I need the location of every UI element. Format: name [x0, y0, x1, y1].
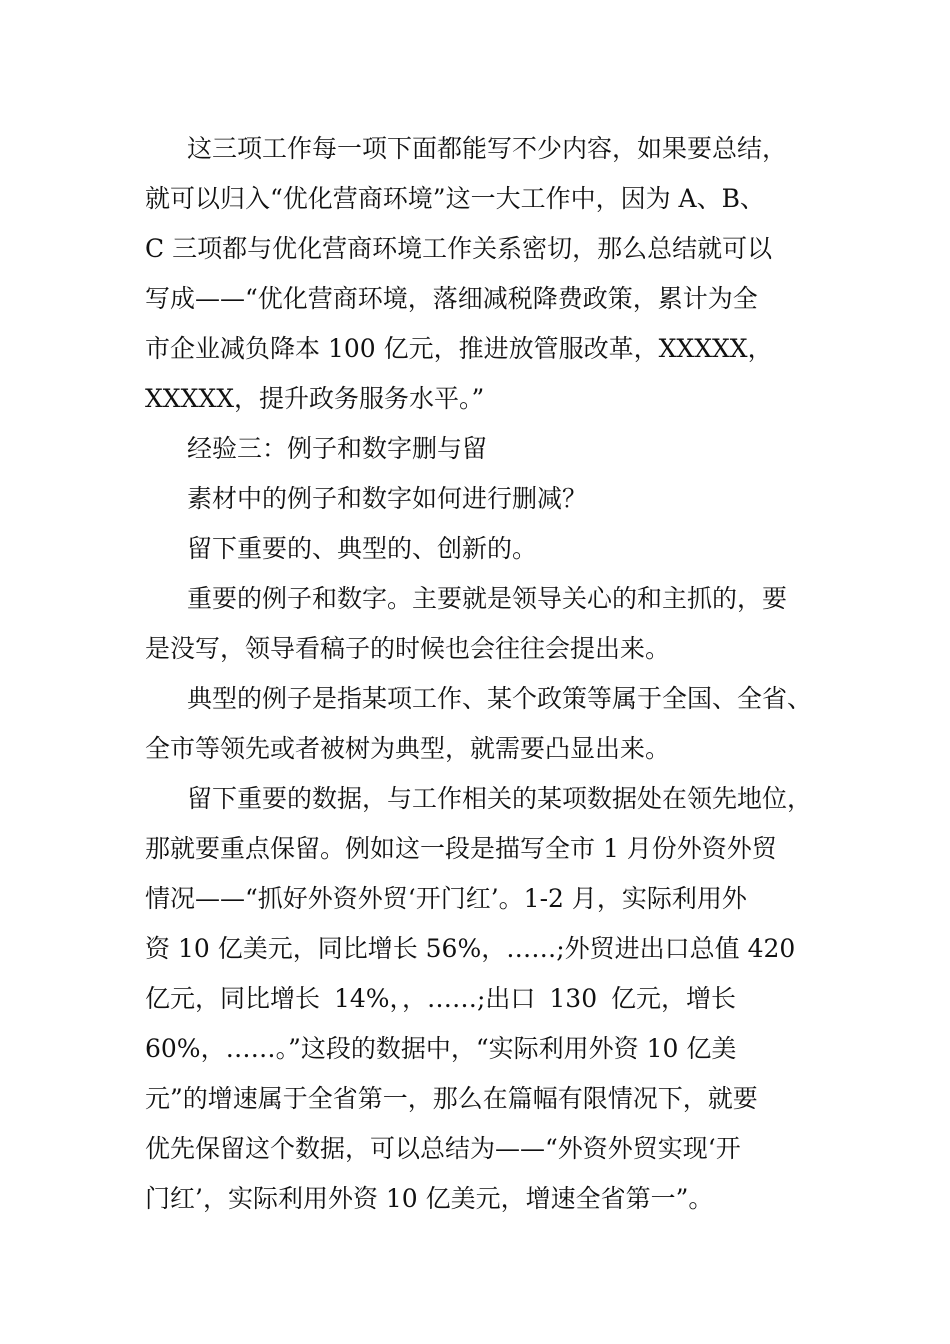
paragraph-line-10: 重要的例子和数字。主要就是领导关心的和主抓的，要 [187, 584, 788, 613]
paragraph-line-2: 就可以归入“优化营商环境”这一大工作中，因为 A、B、 [145, 184, 765, 213]
paragraph-line-12: 典型的例子是指某项工作、某个政策等属于全国、全省、 [187, 684, 813, 713]
paragraph-line-15: 那就要重点保留。例如这一段是描写全市 1 月份外资外贸 [145, 834, 777, 863]
paragraph-line-22: 门红’，实际利用外资 10 亿美元，增速全省第一”。 [145, 1184, 714, 1213]
paragraph-line-11: 是没写，领导看稿子的时候也会往往会提出来。 [145, 634, 671, 663]
paragraph-line-8: 素材中的例子和数字如何进行删减？ [187, 484, 588, 513]
paragraph-line-14: 留下重要的数据，与工作相关的某项数据处在领先地位， [187, 784, 813, 813]
section-heading: 经验三：例子和数字删与留 [187, 434, 488, 463]
paragraph-line-6: XXXXX，提升政务服务水平。” [145, 384, 485, 413]
paragraph-line-20: 元”的增速属于全省第一，那么在篇幅有限情况下，就要 [145, 1084, 758, 1113]
paragraph-line-1: 这三项工作每一项下面都能写不少内容，如果要总结， [187, 134, 788, 163]
paragraph-line-18: 亿元，同比增长 14%，，……;出口 130 亿元，增长 [145, 984, 737, 1013]
paragraph-line-9: 留下重要的、典型的、创新的。 [187, 534, 538, 563]
paragraph-line-13: 全市等领先或者被树为典型，就需要凸显出来。 [145, 734, 671, 763]
paragraph-line-16: 情况——“抓好外资外贸‘开门红’。1-2 月，实际利用外 [145, 884, 747, 913]
paragraph-line-5: 市企业减负降本 100 亿元，推进放管服改革，XXXXX， [145, 334, 773, 363]
paragraph-line-3: C 三项都与优化营商环境工作关系密切，那么总结就可以 [145, 234, 773, 263]
paragraph-line-4: 写成——“优化营商环境，落细减税降费政策，累计为全 [145, 284, 758, 313]
paragraph-line-19: 60%，……。”这段的数据中，“实际利用外资 10 亿美 [145, 1034, 737, 1063]
paragraph-line-21: 优先保留这个数据，可以总结为——“外资外贸实现‘开 [145, 1134, 741, 1163]
paragraph-line-17: 资 10 亿美元，同比增长 56%，……;外贸进出口总值 420 [145, 934, 796, 963]
